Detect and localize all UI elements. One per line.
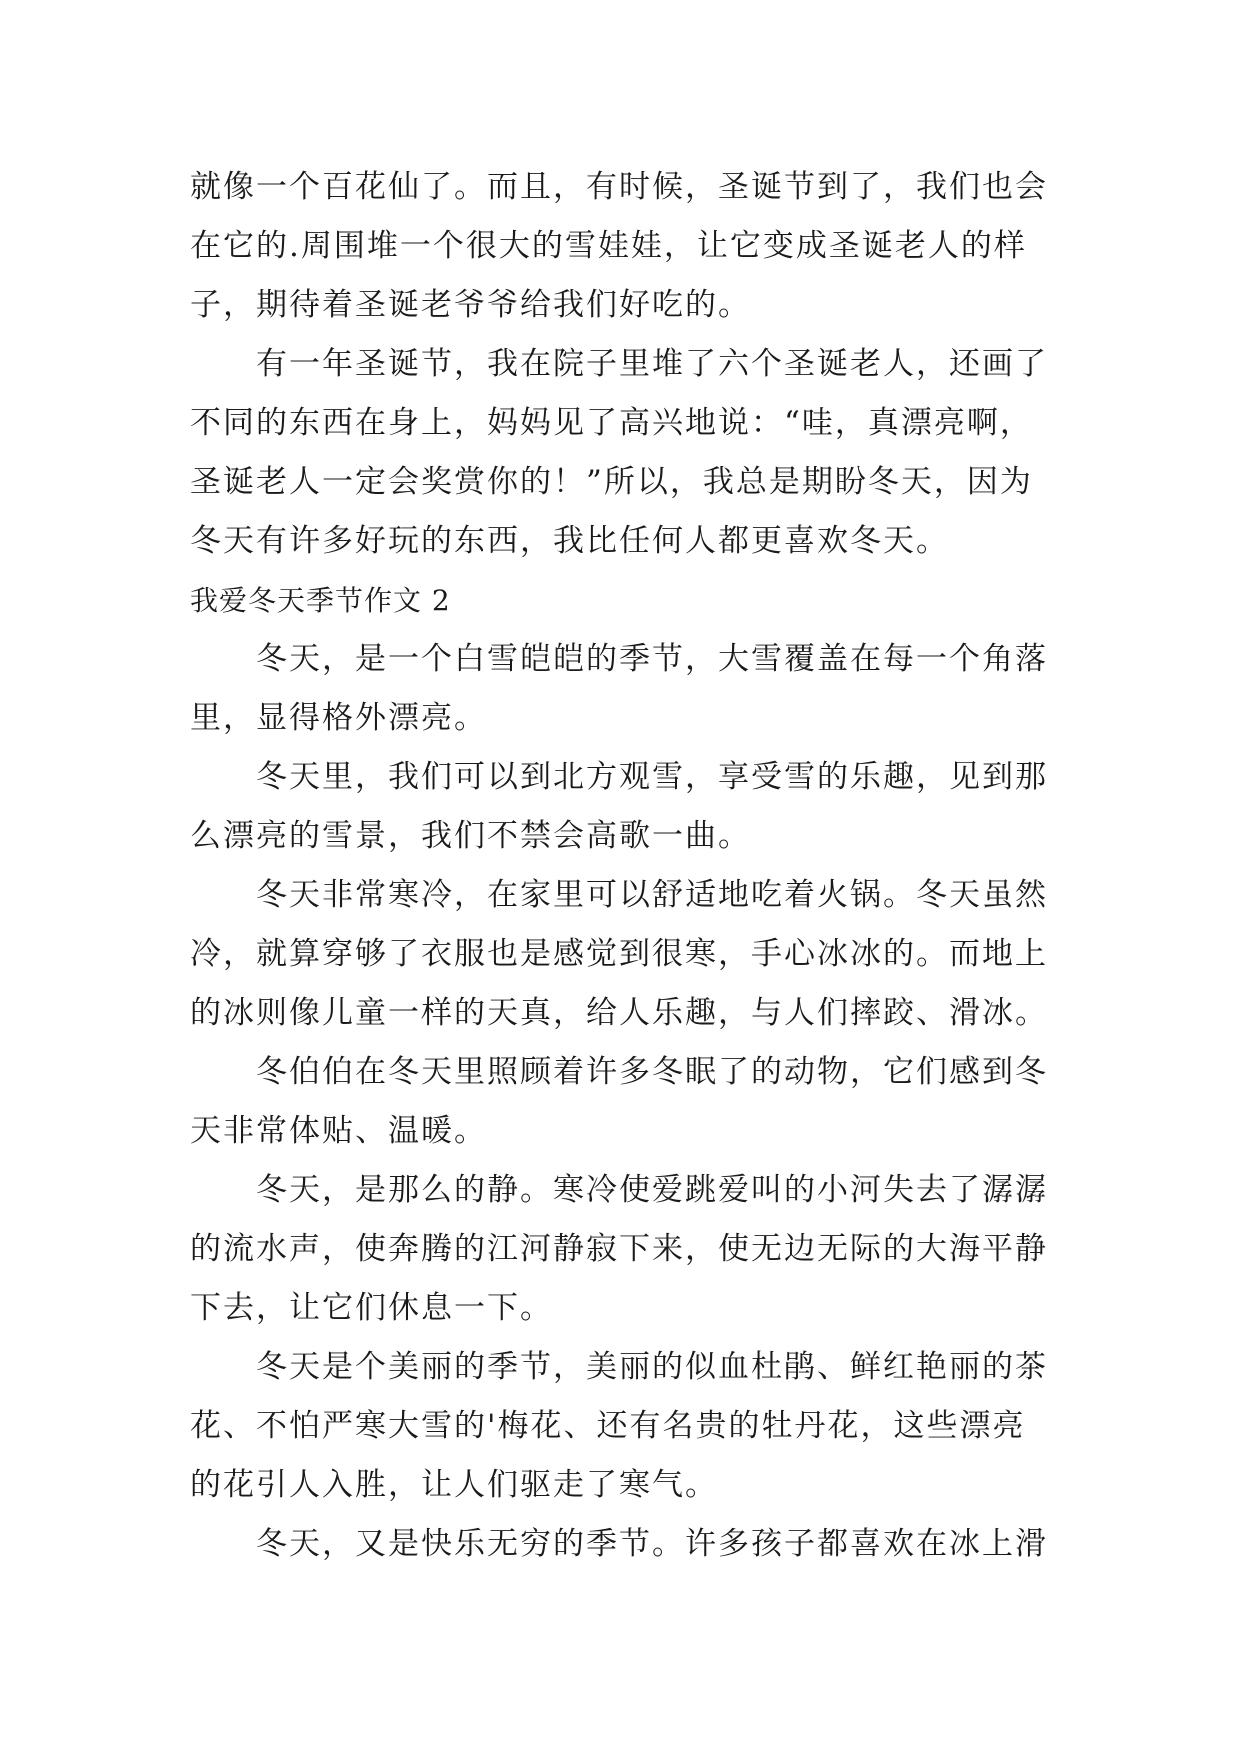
section-heading: 我爱冬天季节作文 2 (190, 584, 451, 617)
text-line: 花、不怕严寒大雪的'梅花、还有名贵的牡丹花，这些漂亮 (190, 1408, 1026, 1444)
text-line: 天非常体贴、温暖。 (190, 1113, 487, 1149)
text-line: 的花引人入胜，让人们驱走了寒气。 (190, 1467, 718, 1503)
text-line: 冷，就算穿够了衣服也是感觉到很寒，手心冰冰的。而地上 (190, 936, 1048, 972)
text-line: 冬天有许多好玩的东西，我比任何人都更喜欢冬天。 (190, 523, 949, 559)
text-line: 圣诞老人一定会奖赏你的！”所以，我总是期盼冬天，因为 (190, 464, 1033, 500)
text-line: 的流水声，使奔腾的江河静寂下来，使无边无际的大海平静 (190, 1231, 1048, 1267)
text-line: 冬天是个美丽的季节，美丽的似血杜鹃、鲜红艳丽的茶 (256, 1349, 1048, 1385)
text-line: 冬天，是一个白雪皑皑的季节，大雪覆盖在每一个角落 (256, 641, 1048, 677)
text-line: 冬天里，我们可以到北方观雪，享受雪的乐趣，见到那 (256, 759, 1048, 795)
text-line: 么漂亮的雪景，我们不禁会高歌一曲。 (190, 818, 751, 854)
document-body (190, 158, 1070, 1574)
text-line: 子，期待着圣诞老爷爷给我们好吃的。 (190, 287, 751, 323)
text-line: 的冰则像儿童一样的天真，给人乐趣，与人们摔跤、滑冰。 (190, 995, 1048, 1031)
text-line: 有一年圣诞节，我在院子里堆了六个圣诞老人，还画了 (256, 346, 1048, 382)
text-line: 下去，让它们休息一下。 (190, 1290, 553, 1326)
text-line: 冬天非常寒冷，在家里可以舒适地吃着火锅。冬天虽然 (256, 877, 1048, 913)
text-line: 就像一个百花仙了。而且，有时候，圣诞节到了，我们也会 (190, 169, 1048, 205)
text-line: 冬伯伯在冬天里照顾着许多冬眠了的动物，它们感到冬 (256, 1054, 1048, 1090)
text-line: 里，显得格外漂亮。 (190, 700, 487, 736)
text-line: 冬天，又是快乐无穷的季节。许多孩子都喜欢在冰上滑 (256, 1526, 1048, 1562)
text-line: 冬天，是那么的静。寒冷使爱跳爱叫的小河失去了潺潺 (256, 1172, 1048, 1208)
text-line: 在它的.周围堆一个很大的雪娃娃，让它变成圣诞老人的样 (190, 228, 1027, 264)
text-line: 不同的东西在身上，妈妈见了高兴地说：“哇，真漂亮啊， (190, 405, 1033, 441)
